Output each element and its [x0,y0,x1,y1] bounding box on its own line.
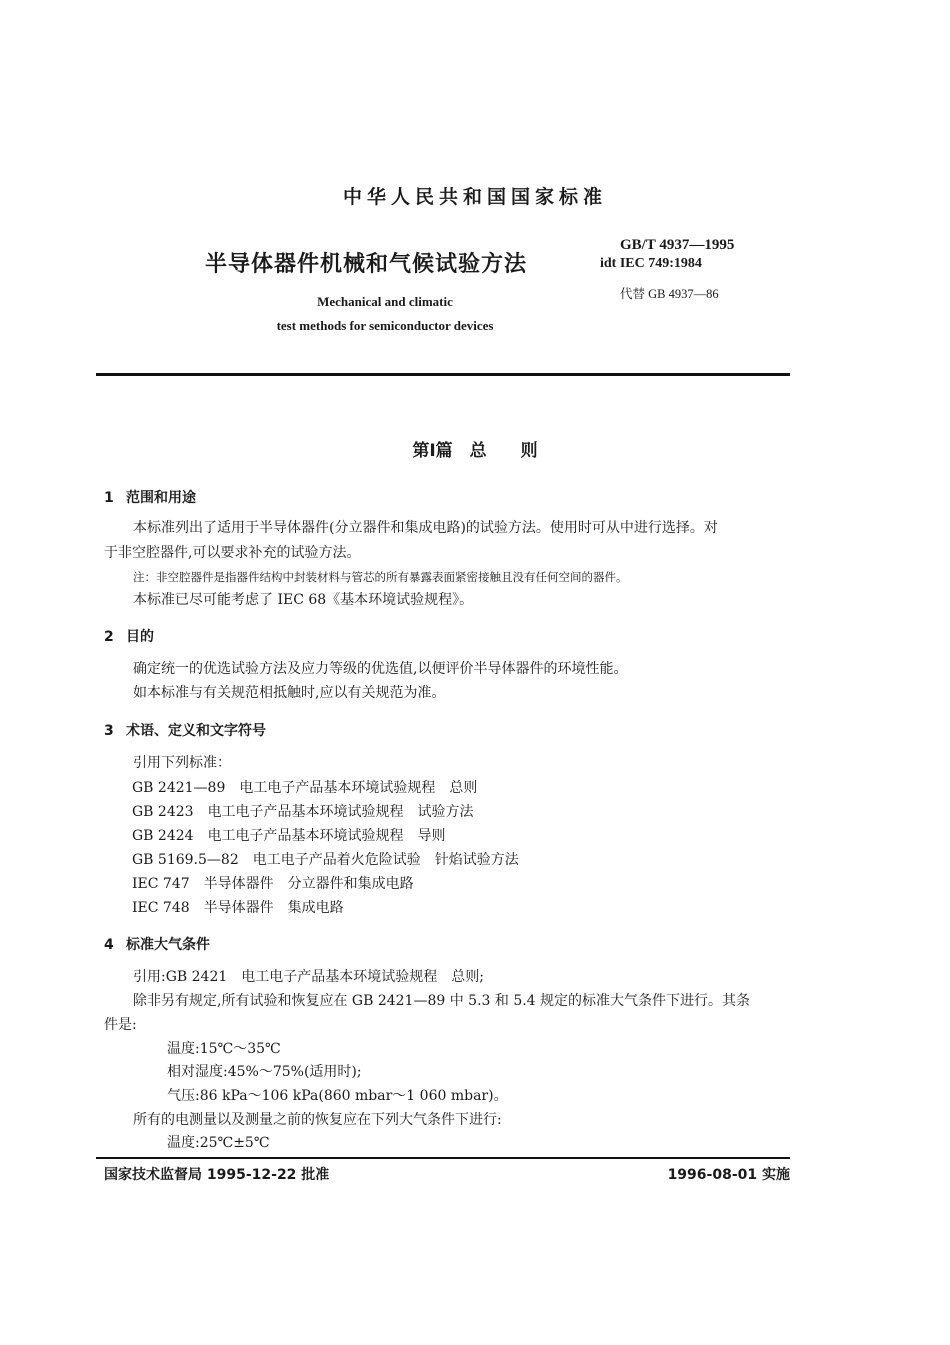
section-3-heading [104,720,266,740]
paragraph: 件是: [104,1017,137,1033]
section-1-heading [104,487,196,507]
paragraph: 引用下列标准： [133,755,231,771]
en-title-line1: Mechanical and climatic [317,294,453,309]
en-title-line2: test methods for semiconductor devices [276,318,494,333]
effective-date: 1996-08-01 实施 [667,1167,790,1183]
section-number: 1 [104,490,114,506]
reference-code: GB 2421—89 [132,780,226,796]
paragraph: 如本标准与有关规范相抵触时,应以有关规范为准。 [133,685,446,701]
reference-title: 半导体器件 集成电路 [203,900,344,916]
reference-title: 电工电子产品基本环境试验规程 导则 [207,828,446,844]
paragraph: 所有的电测量以及测量之前的恢复应在下列大气条件下进行: [133,1112,502,1128]
idt-code: idt IEC 749:1984 [600,256,702,271]
approval-date: 国家技术监督局 1995-12-22 批准 [104,1167,330,1183]
reference-title: 电工电子产品基本环境试验规程 总则 [239,780,478,796]
replaces-code: 代替 GB 4937—86 [620,287,719,301]
section-number: 4 [104,937,114,953]
reference-item [132,897,344,917]
reference-code: GB 2424 [132,828,194,844]
header-divider [96,373,790,376]
section-title: 术语、定义和文字符号 [126,723,266,739]
paragraph: 引用:GB 2421 电工电子产品基本环境试验规程 总则; [133,969,484,985]
footer-divider [96,1157,790,1159]
condition-temperature: 温度:15℃～35℃ [167,1041,281,1057]
standard-title: 中华人民共和国国家标准 [342,186,607,208]
section-2-heading [104,626,154,646]
doc-title: 半导体器件机械和气候试验方法 [205,252,528,277]
section-title: 范围和用途 [126,490,196,506]
reference-item [132,777,477,797]
paragraph: 本标准列出了适用于半导体器件(分立器件和集成电路)的试验方法。使用时可从中进行选择。对 [133,520,718,536]
reference-code: IEC 748 [132,900,190,916]
paragraph: 本标准已尽可能考虑了 IEC 68《基本环境试验规程》。 [133,592,474,608]
reference-title: 半导体器件 分立器件和集成电路 [203,876,414,892]
condition-pressure: 气压:86 kPa～106 kPa(860 mbar～1 060 mbar)。 [167,1088,508,1104]
reference-title: 电工电子产品基本环境试验规程 试验方法 [207,804,474,820]
reference-item [132,801,474,821]
paragraph: 于非空腔器件,可以要求补充的试验方法。 [104,545,361,561]
condition-humidity: 相对湿度:45%～75%(适用时); [167,1064,362,1080]
condition-temperature-measure: 温度:25℃±5℃ [167,1135,270,1151]
section-4-heading [104,934,210,954]
section-number: 2 [104,629,114,645]
part-title: 第Ⅰ篇 总 则 [412,441,538,461]
reference-code: GB 2423 [132,804,194,820]
note: 注：非空腔器件是指器件结构中封装材料与管芯的所有暴露表面紧密接触且没有任何空间的器件。 [133,570,628,584]
reference-item [132,873,414,893]
paragraph: 确定统一的优选试验方法及应力等级的优选值,以便评价半导体器件的环境性能。 [133,661,628,677]
standard-code: GB/T 4937—1995 [620,237,735,253]
reference-item [132,825,446,845]
section-title: 目的 [126,629,154,645]
section-title: 标准大气条件 [126,937,210,953]
paragraph: 除非另有规定,所有试验和恢复应在 GB 2421—89 中 5.3 和 5.4 规定的标准大气条件下进行。其条 [133,993,751,1009]
reference-code: GB 5169.5—82 [132,852,239,868]
section-number: 3 [104,723,114,739]
reference-item [132,849,519,869]
reference-title: 电工电子产品着火危险试验 针焰试验方法 [252,852,519,868]
reference-code: IEC 747 [132,876,190,892]
